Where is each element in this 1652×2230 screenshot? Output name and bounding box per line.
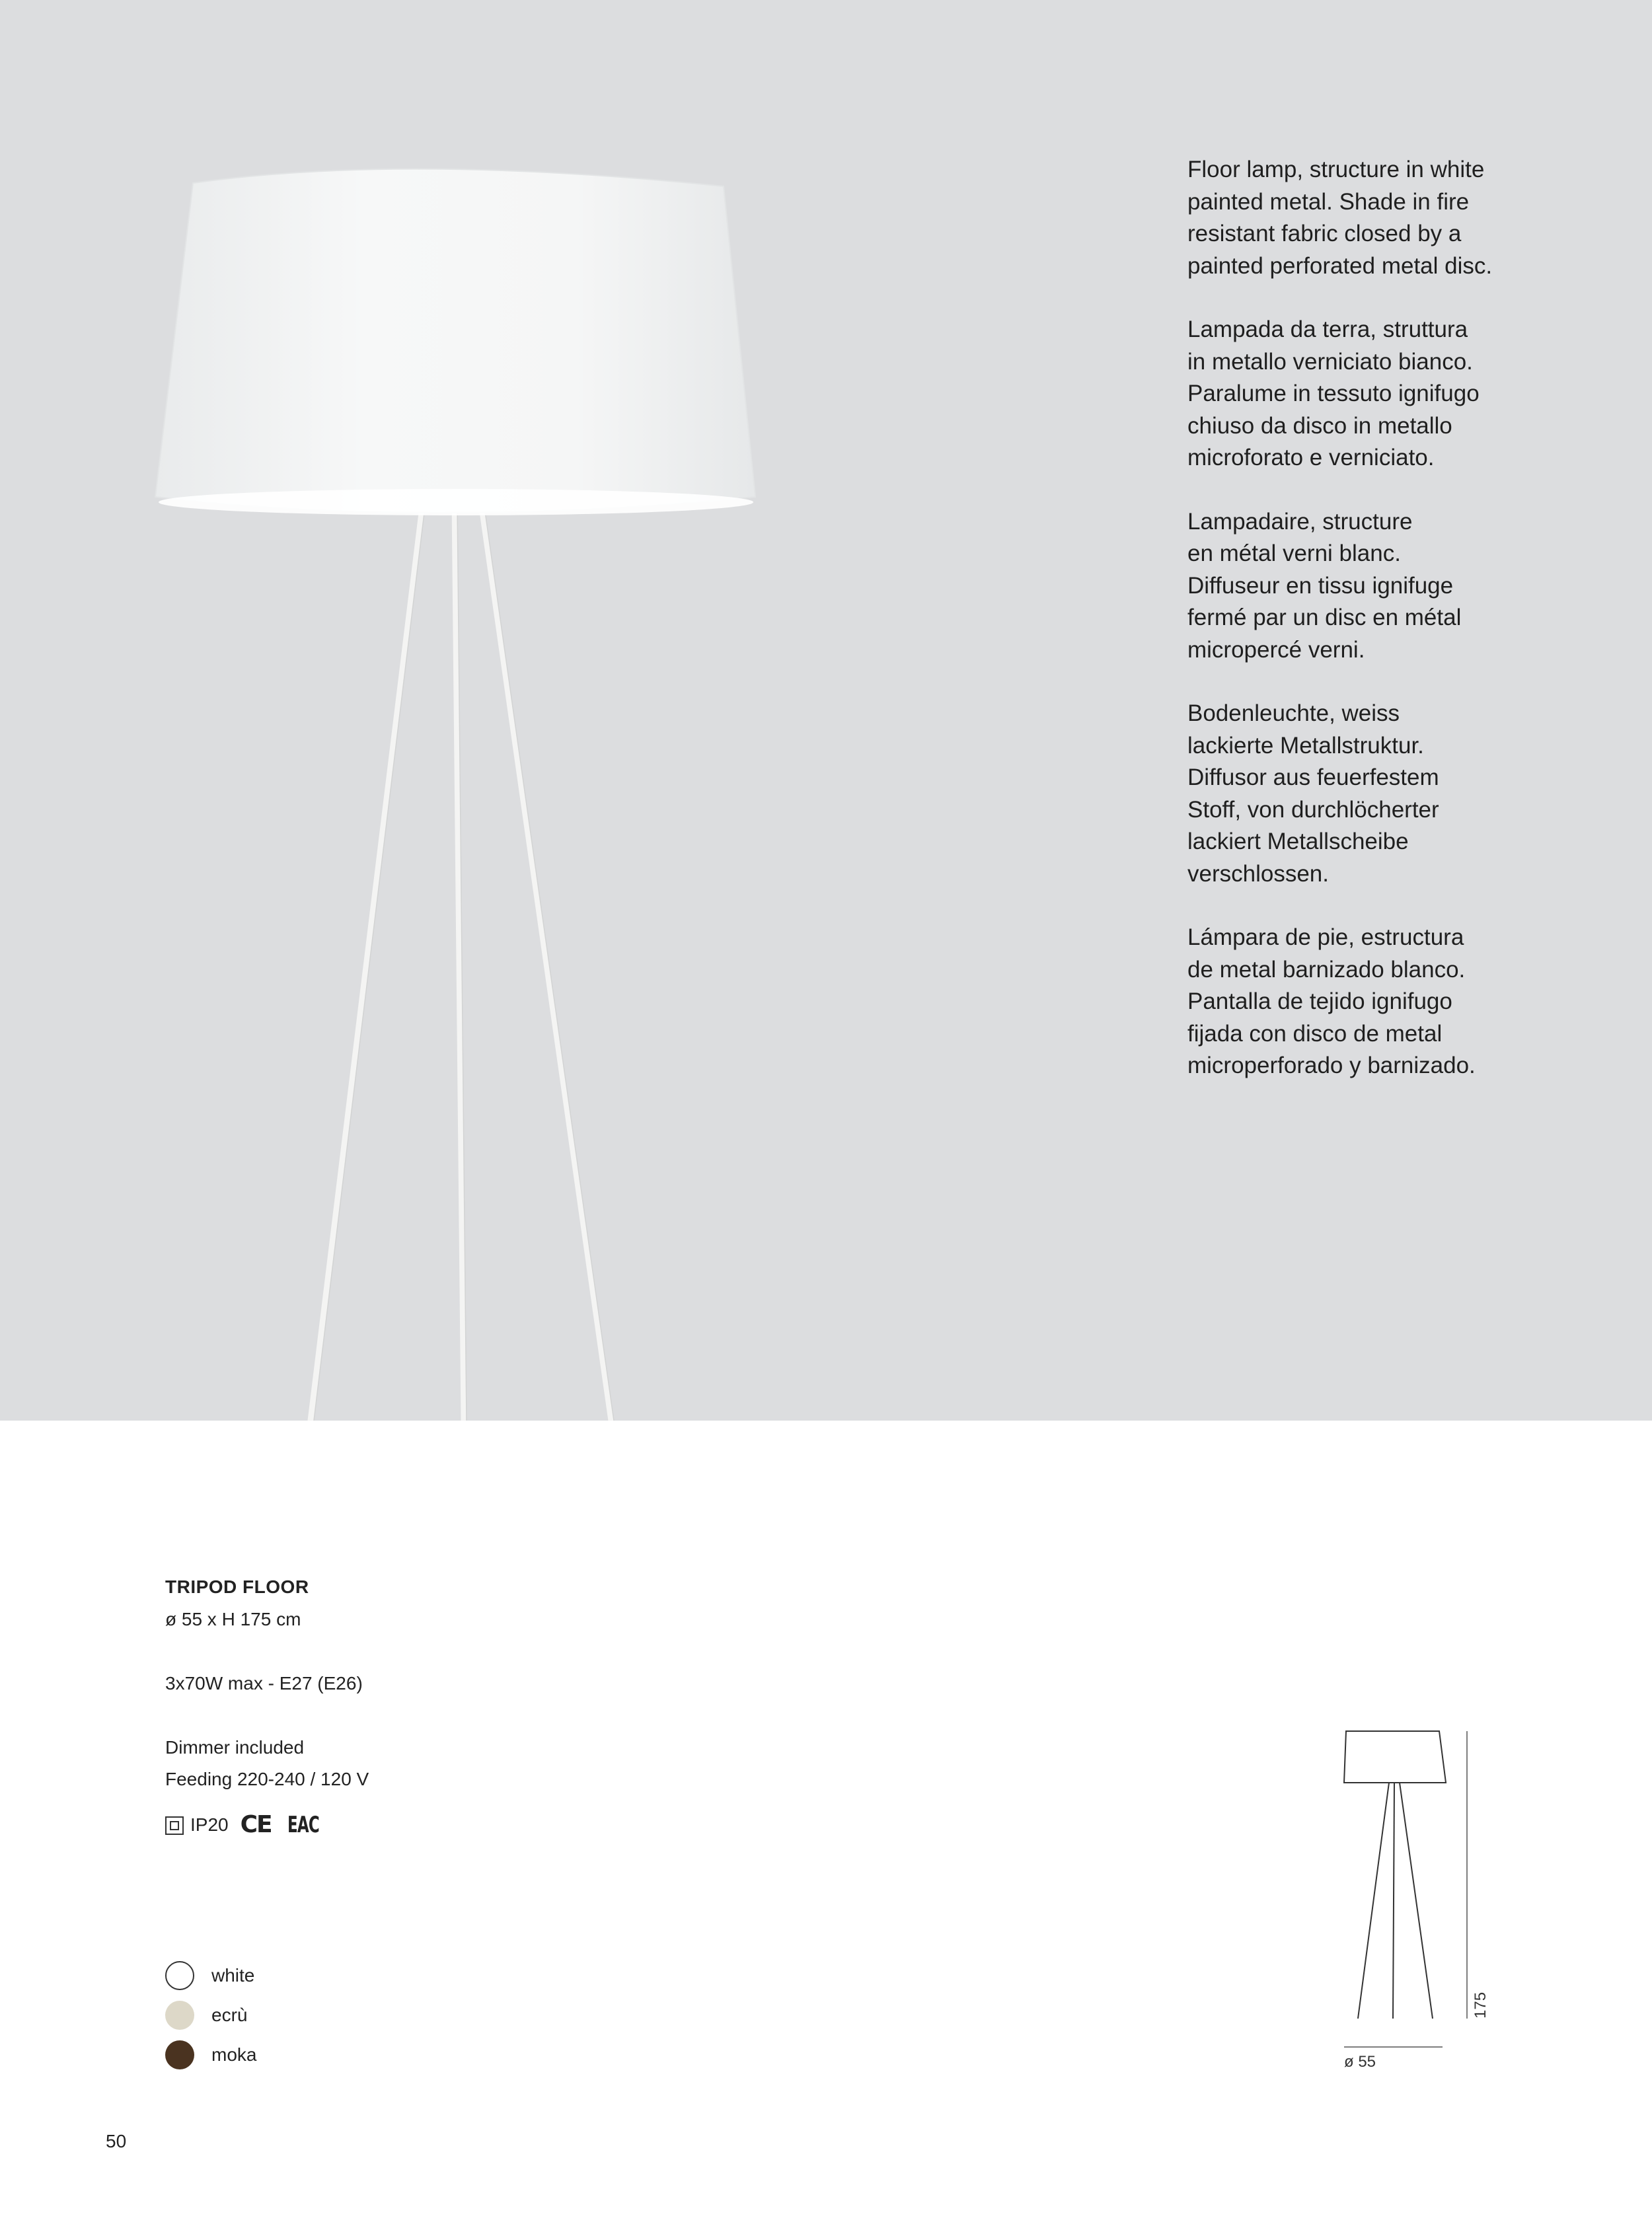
- finish-label: ecrù: [211, 2005, 248, 2025]
- description-french: Lampadaire, structure en métal verni blanc. Diffuseur en tissu ignifuge fermé par un disc en métal micropercé verni.: [1187, 508, 1462, 663]
- finish-option: [165, 1956, 256, 1995]
- finish-option: [165, 1995, 256, 2035]
- product-feeding: Feeding 220-240 / 120 V: [165, 1769, 369, 1789]
- description-italian: Lampada da terra, struttura in metallo verniciato bianco. Paralume in tessuto ignifugo chiuso da disco in metallo microforato e verniciato.: [1187, 316, 1480, 470]
- page-number: 50: [106, 2131, 127, 2151]
- lamp-shade: [155, 169, 755, 513]
- diagram-leg: [1358, 1783, 1389, 2019]
- lamp-legs: [311, 502, 611, 1421]
- description-english: Floor lamp, structure in white painted metal. Shade in fire resistant fabric closed by a painted perforated metal disc.: [1187, 157, 1493, 279]
- lamp-leg-right: [481, 502, 611, 1421]
- diameter-label: ø 55: [1344, 2053, 1376, 2071]
- diagram-leg: [1393, 1783, 1394, 2019]
- product-specs: [165, 1571, 760, 1842]
- ce-mark: CE: [240, 1811, 272, 1839]
- product-bulbs: 3x70W max - E27 (E26): [165, 1672, 363, 1693]
- description-spanish: Lámpara de pie, estructura de metal barnizado blanco. Pantalla de tejido ignifugo fijada con disco de metal microperforado y barnizado.: [1187, 924, 1476, 1078]
- lamp-dimension-diagram: [1322, 1718, 1520, 2088]
- diagram-shade: [1344, 1731, 1446, 1783]
- finish-option: [165, 2035, 256, 2075]
- swatch-white: [165, 1961, 194, 1990]
- double-insulation-icon: [165, 1816, 184, 1835]
- floor-lamp-photo: [0, 0, 859, 1421]
- description-german: Bodenleuchte, weiss lackierte Metallstruktur. Diffusor aus feuerfestem Stoff, von durchlöcherter lackiert Metallscheibe verschlossen.: [1187, 700, 1439, 887]
- finish-label: white: [211, 1965, 255, 1986]
- diagram-leg: [1400, 1783, 1433, 2019]
- finish-options: [165, 1956, 256, 2075]
- eac-mark: EAC: [287, 1812, 319, 1839]
- product-dimensions: ø 55 x H 175 cm: [165, 1608, 301, 1629]
- height-label: 175: [1472, 1991, 1489, 2019]
- lamp-leg-left: [311, 502, 423, 1421]
- ip-rating: IP20: [190, 1814, 229, 1836]
- lamp-leg-center: [455, 502, 464, 1421]
- certifications: [165, 1809, 760, 1842]
- product-dimmer: Dimmer included: [165, 1736, 305, 1758]
- product-name: TRIPOD FLOOR: [165, 1577, 309, 1597]
- finish-label: moka: [211, 2044, 257, 2065]
- swatch-moka: [165, 2040, 194, 2069]
- product-descriptions: [1187, 154, 1558, 1114]
- swatch-ecru: [165, 2001, 194, 2030]
